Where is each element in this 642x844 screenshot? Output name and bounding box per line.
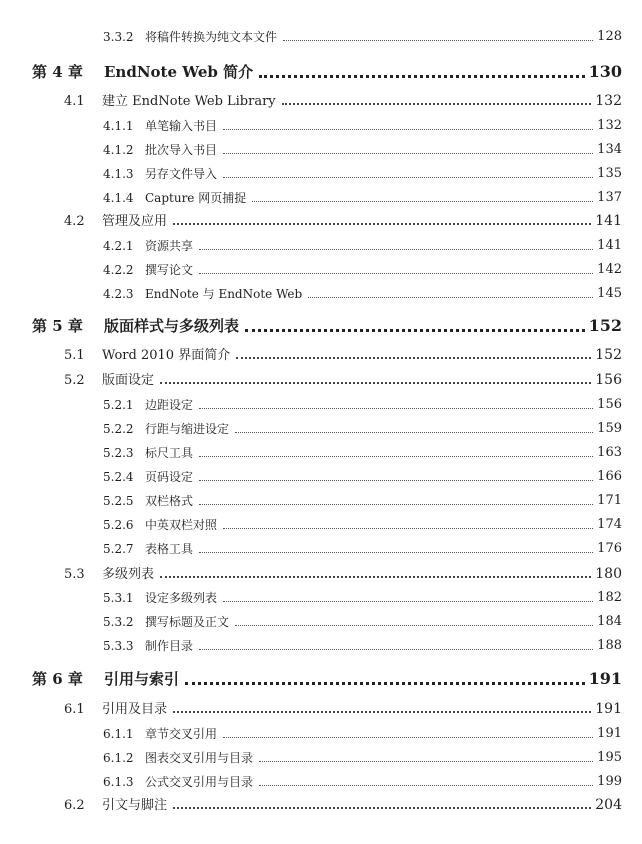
entry-page: 199: [597, 774, 622, 789]
toc-entry-5-3-2: [103, 615, 622, 628]
entry-number: 6.2: [64, 798, 85, 813]
entry-page: 188: [597, 638, 622, 653]
entry-number: 4.1.3: [103, 167, 134, 181]
entry-title: Word 2010 界面简介: [102, 348, 231, 363]
entry-page: 141: [595, 213, 622, 229]
entry-number: 4.1.2: [103, 143, 134, 157]
entry-page: 195: [597, 750, 622, 765]
toc-entry-chapter-5: [32, 318, 622, 334]
toc-entry-5-3-3: [103, 639, 622, 652]
dot-leader: [235, 625, 593, 626]
entry-number: 6.1.2: [103, 751, 134, 765]
toc-entry-4-2: [64, 214, 622, 228]
entry-page: 184: [597, 614, 622, 629]
entry-title: 边距设定: [145, 398, 194, 412]
toc-entry-5-2-1: [103, 398, 622, 411]
entry-title: 引用及目录: [102, 702, 168, 717]
entry-title: 版面样式与多级列表: [104, 317, 240, 335]
toc-entry-chapter-4: [32, 64, 622, 80]
entry-title: 设定多级列表: [145, 591, 218, 605]
entry-title: 引文与脚注: [102, 798, 168, 813]
entry-title: 行距与缩进设定: [145, 422, 230, 436]
entry-page: 204: [595, 797, 622, 813]
toc-entry-chapter-6: [32, 671, 622, 687]
dot-leader: [223, 528, 593, 529]
dot-leader: [199, 273, 593, 274]
toc-entry-5-2-2: [103, 422, 622, 435]
dot-leader: [223, 129, 593, 130]
toc-entry-4-2-2: [103, 263, 622, 276]
entry-title: 制作目录: [145, 639, 194, 653]
entry-number: 第 5 章: [32, 317, 83, 335]
entry-title: 将稿件转换为纯文本文件: [145, 30, 278, 44]
entry-title: 中英双栏对照: [145, 518, 218, 532]
toc-entry-4-1-4: [103, 191, 622, 204]
entry-page: 128: [597, 29, 622, 44]
toc-entry-4-2-1: [103, 239, 622, 252]
dot-leader: [259, 761, 593, 762]
toc-entry-3-3-2: [103, 30, 622, 43]
dot-leader: [223, 601, 593, 602]
entry-title: 表格工具: [145, 542, 194, 556]
entry-page: 191: [597, 726, 622, 741]
entry-title: EndNote 与 EndNote Web: [145, 287, 303, 301]
entry-number: 5.2.6: [103, 518, 134, 532]
entry-title: 单笔输入书目: [145, 119, 218, 133]
entry-page: 171: [597, 493, 622, 508]
toc-entry-5-2-6: [103, 518, 622, 531]
dot-leader: [235, 432, 593, 433]
entry-title: 建立 EndNote Web Library: [102, 94, 276, 109]
entry-page: 145: [597, 286, 622, 301]
entry-title: Capture 网页捕捉: [145, 191, 247, 205]
toc-entry-6-1: [64, 702, 622, 716]
toc-entry-5-1: [64, 348, 622, 362]
dot-leader: [259, 785, 593, 786]
entry-title: 撰写标题及正文: [145, 615, 230, 629]
dot-leader: [223, 737, 593, 738]
dot-leader: [223, 153, 593, 154]
entry-page: 152: [595, 347, 622, 363]
dot-leader: [199, 480, 593, 481]
entry-title: 双栏格式: [145, 494, 194, 508]
entry-page: 166: [597, 469, 622, 484]
entry-number: 第 6 章: [32, 670, 83, 688]
toc-entry-6-1-1: [103, 727, 622, 740]
dot-leader: [259, 75, 584, 78]
entry-title: 管理及应用: [102, 214, 168, 229]
entry-title: 撰写论文: [145, 263, 194, 277]
entry-page: 163: [597, 445, 622, 460]
entry-number: 第 4 章: [32, 63, 83, 81]
toc-entry-5-3: [64, 567, 622, 581]
dot-leader: [160, 382, 591, 384]
entry-page: 152: [588, 316, 622, 335]
entry-page: 142: [597, 262, 622, 277]
toc-entry-5-2-5: [103, 494, 622, 507]
toc-entry-4-2-3: [103, 287, 622, 300]
toc-entry-5-2: [64, 373, 622, 387]
entry-number: 5.2.3: [103, 446, 134, 460]
entry-page: 130: [588, 62, 622, 81]
entry-page: 156: [595, 372, 622, 388]
entry-number: 4.2.3: [103, 287, 134, 301]
toc-entry-6-1-3: [103, 775, 622, 788]
entry-number: 5.3.2: [103, 615, 134, 629]
entry-number: 5.3.3: [103, 639, 134, 653]
toc-entry-5-3-1: [103, 591, 622, 604]
dot-leader: [245, 329, 585, 332]
toc-entry-4-1: [64, 94, 622, 108]
entry-number: 4.2.1: [103, 239, 134, 253]
entry-page: 137: [597, 190, 622, 205]
entry-number: 6.1.1: [103, 727, 134, 741]
dot-leader: [199, 504, 593, 505]
entry-number: 6.1: [64, 702, 85, 717]
dot-leader: [252, 201, 593, 202]
dot-leader: [160, 576, 591, 578]
entry-number: 5.3.1: [103, 591, 134, 605]
entry-title: 另存文件导入: [145, 167, 218, 181]
entry-number: 4.1.1: [103, 119, 134, 133]
toc-entry-6-2: [64, 798, 622, 812]
entry-number: 4.2.2: [103, 263, 134, 277]
dot-leader: [199, 649, 593, 650]
entry-number: 4.1.4: [103, 191, 134, 205]
dot-leader: [223, 177, 593, 178]
dot-leader: [199, 249, 593, 250]
dot-leader: [308, 297, 593, 298]
entry-page: 182: [597, 590, 622, 605]
entry-number: 5.2: [64, 373, 85, 388]
entry-title: 页码设定: [145, 470, 194, 484]
entry-page: 191: [595, 701, 622, 717]
entry-title: 版面设定: [102, 373, 155, 388]
entry-page: 156: [597, 397, 622, 412]
entry-page: 134: [597, 142, 622, 157]
entry-number: 4.1: [64, 94, 85, 109]
entry-number: 6.1.3: [103, 775, 134, 789]
entry-number: 5.2.2: [103, 422, 134, 436]
dot-leader: [185, 682, 585, 685]
entry-title: 图表交叉引用与目录: [145, 751, 254, 765]
entry-title: 章节交叉引用: [145, 727, 218, 741]
toc-entry-5-2-3: [103, 446, 622, 459]
entry-number: 5.2.1: [103, 398, 134, 412]
toc-entry-5-2-7: [103, 542, 622, 555]
entry-number: 4.2: [64, 214, 85, 229]
entry-number: 5.2.7: [103, 542, 134, 556]
entry-number: 5.3: [64, 567, 85, 582]
entry-page: 191: [588, 669, 622, 688]
entry-page: 174: [597, 517, 622, 532]
entry-title: 标尺工具: [145, 446, 194, 460]
entry-number: 5.2.4: [103, 470, 134, 484]
entry-page: 176: [597, 541, 622, 556]
entry-number: 5.1: [64, 348, 85, 363]
entry-title: EndNote Web 简介: [104, 63, 254, 81]
entry-title: 资源共享: [145, 239, 194, 253]
toc-entry-6-1-2: [103, 751, 622, 764]
entry-page: 141: [597, 238, 622, 253]
entry-number: 3.3.2: [103, 30, 134, 44]
toc-entry-4-1-2: [103, 143, 622, 156]
dot-leader: [199, 552, 593, 553]
entry-page: 132: [597, 118, 622, 133]
toc-entry-4-1-3: [103, 167, 622, 180]
entry-title: 公式交叉引用与目录: [145, 775, 254, 789]
dot-leader: [173, 711, 591, 713]
dot-leader: [199, 456, 593, 457]
entry-page: 180: [595, 566, 622, 582]
entry-page: 132: [595, 93, 622, 109]
dot-leader: [173, 223, 591, 225]
toc-entry-4-1-1: [103, 119, 622, 132]
dot-leader: [236, 357, 591, 359]
entry-title: 多级列表: [102, 567, 155, 582]
dot-leader: [173, 807, 591, 809]
dot-leader: [283, 40, 593, 41]
entry-title: 批次导入书目: [145, 143, 218, 157]
entry-title: 引用与索引: [104, 670, 180, 688]
entry-number: 5.2.5: [103, 494, 134, 508]
entry-page: 135: [597, 166, 622, 181]
entry-page: 159: [597, 421, 622, 436]
dot-leader: [282, 103, 592, 105]
dot-leader: [199, 408, 593, 409]
toc-entry-5-2-4: [103, 470, 622, 483]
